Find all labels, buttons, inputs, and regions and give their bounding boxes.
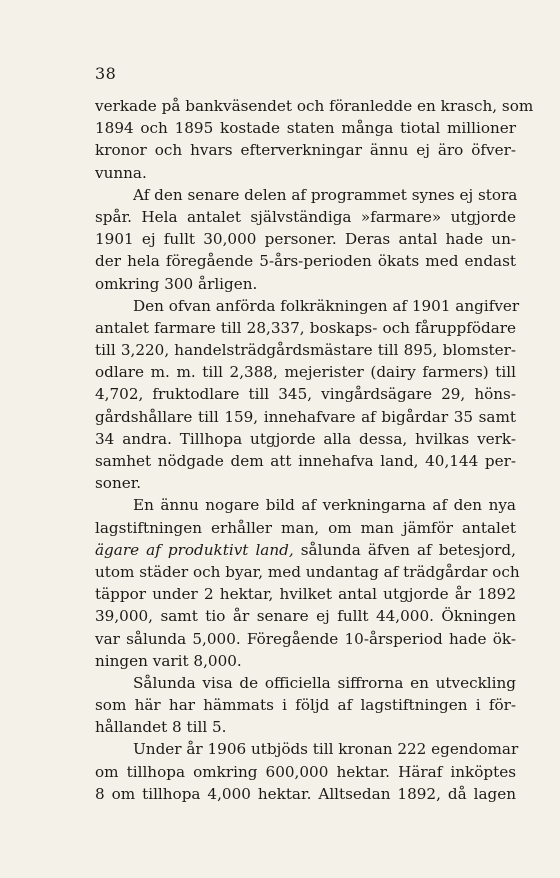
text-line: verkade på bankväsendet och föranledde en krasch, som xyxy=(95,97,534,115)
text-line: 1894 och 1895 kostade staten många tiotal millioner xyxy=(95,119,516,138)
page-number: 38 xyxy=(95,64,117,83)
text-line: odlare m. m. till 2,388, mejerister (dairy farmers) till xyxy=(95,363,516,382)
body-text xyxy=(95,95,534,805)
text-line: 34 andra. Tillhopa utgjorde alla dessa, hvilkas verk- xyxy=(95,429,516,448)
text-line: En ännu nogare bild af verkningarna af den nya xyxy=(133,496,516,515)
text-line: Sålunda visa de officiella siffrorna en utveckling xyxy=(133,673,516,692)
text-line: om tillhopa omkring 600,000 hektar. Häraf inköptes xyxy=(95,762,516,781)
text-line: som här har hämmats i följd af lagstiftningen i för- xyxy=(95,696,516,715)
text-line: lagstiftningen erhåller man, om man jämför antalet xyxy=(95,518,516,537)
text-line: hållandet 8 till 5. xyxy=(95,718,227,737)
line-rest: sålunda äfven af betesjord, xyxy=(293,540,516,559)
text-line: Den ofvan anförda folkräkningen af 1901 angifver xyxy=(133,296,520,315)
text-line: omkring 300 årligen. xyxy=(95,274,258,293)
text-line: täppor under 2 hektar, hvilket antal utgjorde år 1892 xyxy=(95,585,516,604)
text-line: spår. Hela antalet självständiga »farmare» utgjorde xyxy=(95,207,516,226)
text-line: Under år 1906 utbjöds till kronan 222 egendomar xyxy=(133,740,519,759)
text-line: vunna. xyxy=(95,163,147,182)
text-line xyxy=(95,539,516,561)
text-line: Af den senare delen af programmet synes ej stora xyxy=(133,185,518,204)
text-line: kronor och hvars efterverkningar ännu ej äro öfver- xyxy=(95,141,516,160)
text-line: der hela föregående 5-års-perioden ökats med endast xyxy=(95,252,516,271)
text-line: 4,702, fruktodlare till 345, vingårdsägare 29, höns- xyxy=(95,385,516,404)
text-line: 8 om tillhopa 4,000 hektar. Alltsedan 1892, då lagen xyxy=(95,784,516,803)
text-line: soner. xyxy=(95,474,142,493)
text-line: gårdshållare till 159, innehafvare af bigårdar 35 samt xyxy=(95,407,516,426)
text-line: antalet farmare till 28,337, boskaps- och fåruppfödare xyxy=(95,318,516,337)
text-line: 39,000, samt tio år senare ej fullt 44,000. Ökningen xyxy=(95,607,516,626)
text-line: till 3,220, handelsträdgårdsmästare till 895, blomster- xyxy=(95,341,516,360)
text-line: ningen varit 8,000. xyxy=(95,651,242,670)
text-line: var sålunda 5,000. Föregående 10-årsperiod hade ök- xyxy=(95,629,516,648)
italic-phrase: ägare af produktivt land, xyxy=(95,540,294,559)
text-line: utom städer och byar, med undantag af trädgårdar och xyxy=(95,562,520,581)
text-line: samhet nödgade dem att innehafva land, 40,144 per- xyxy=(95,452,516,470)
text-line: 1901 ej fullt 30,000 personer. Deras antal hade un- xyxy=(95,230,516,249)
